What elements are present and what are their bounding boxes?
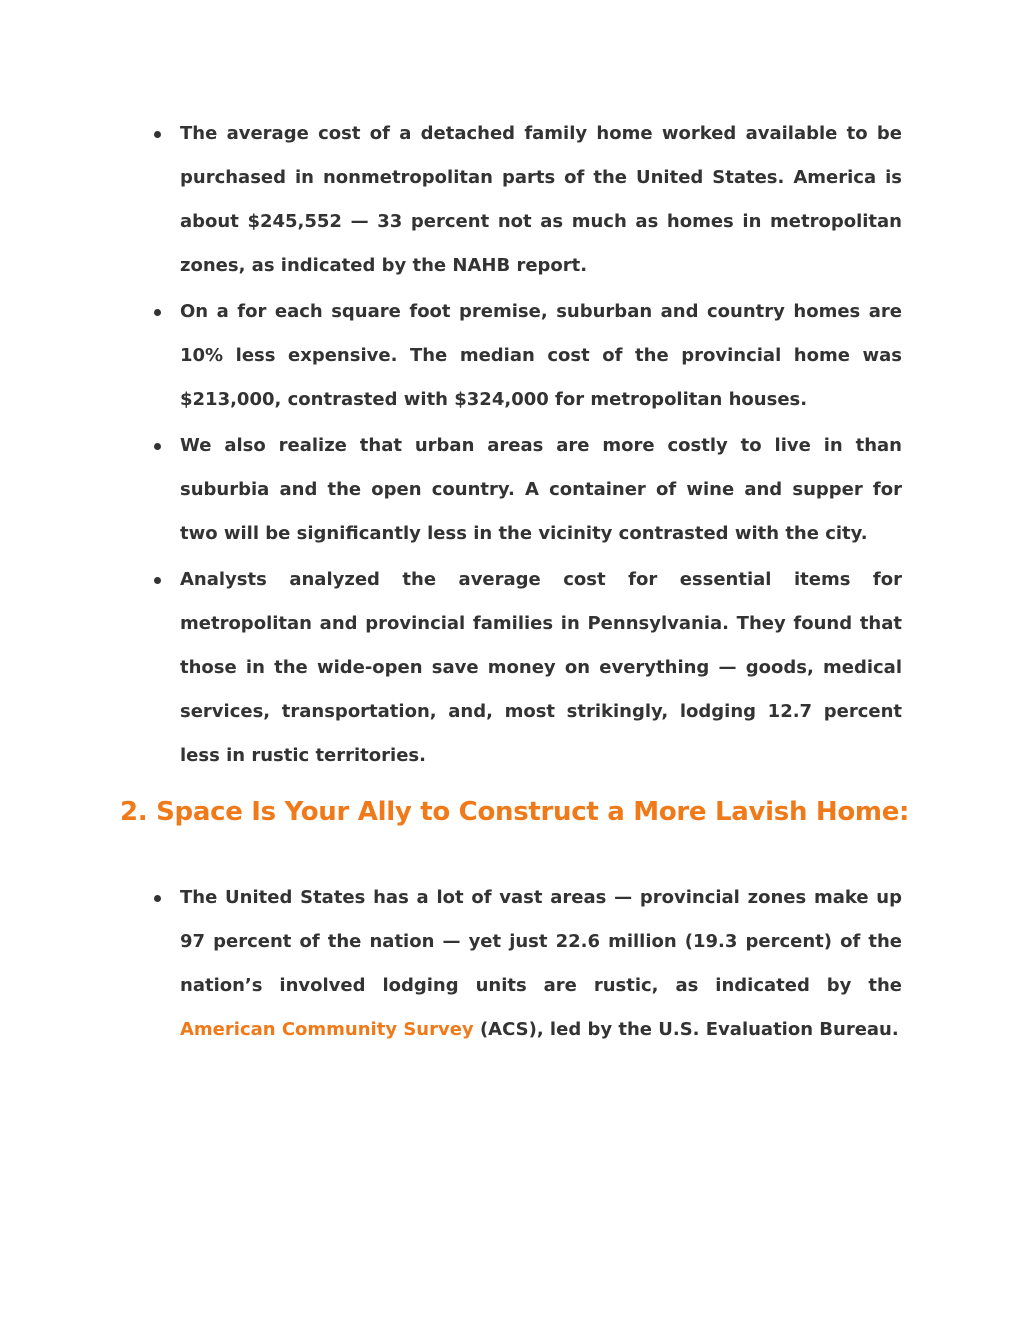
list-item-text-before-link: The United States has a lot of vast areas — provincial zones make up 97 percent of the nation — yet just 22.6 million (19.3 percent) of the nation’s involved lodging units are rustic, as indicated by the bbox=[180, 887, 902, 996]
list-item bbox=[180, 876, 902, 1052]
list-item bbox=[180, 558, 902, 778]
bullet-list-space bbox=[180, 876, 902, 1054]
bullet-list-costs bbox=[180, 112, 902, 780]
bullet-icon bbox=[154, 131, 161, 138]
bullet-icon bbox=[154, 895, 161, 902]
bullet-icon bbox=[154, 309, 161, 316]
bullet-icon bbox=[154, 577, 161, 584]
list-item bbox=[180, 424, 902, 556]
list-item-text: On a for each square foot premise, suburban and country homes are 10% less expensive. The median cost of the provincial home was $213,000, contrasted with $324,000 for metropolitan houses. bbox=[180, 301, 902, 410]
american-community-survey-link[interactable]: American Community Survey bbox=[180, 1019, 474, 1040]
bullet-icon bbox=[154, 443, 161, 450]
list-item-text-after-link: (ACS), led by the U.S. Evaluation Bureau. bbox=[473, 1019, 899, 1040]
list-item bbox=[180, 290, 902, 422]
list-item-text: We also realize that urban areas are more costly to live in than suburbia and the open country. A container of wine and supper for two will be significantly less in the vicinity contrasted with the city. bbox=[180, 435, 902, 544]
list-item bbox=[180, 112, 902, 288]
list-item-text: Analysts analyzed the average cost for essential items for metropolitan and provincial families in Pennsylvania. They found that those in the wide-open save money on everything — goods, medical services, transportation, and, most strikingly, lodging 12.7 percent less in rustic territories. bbox=[180, 569, 902, 766]
list-item-text: The average cost of a detached family home worked available to be purchased in nonmetropolitan parts of the United States. America is about $245,552 — 33 percent not as much as homes in metropolitan zones, as indicated by the NAHB report. bbox=[180, 123, 902, 276]
section-heading: 2. Space Is Your Ally to Construct a More Lavish Home: bbox=[120, 797, 910, 827]
